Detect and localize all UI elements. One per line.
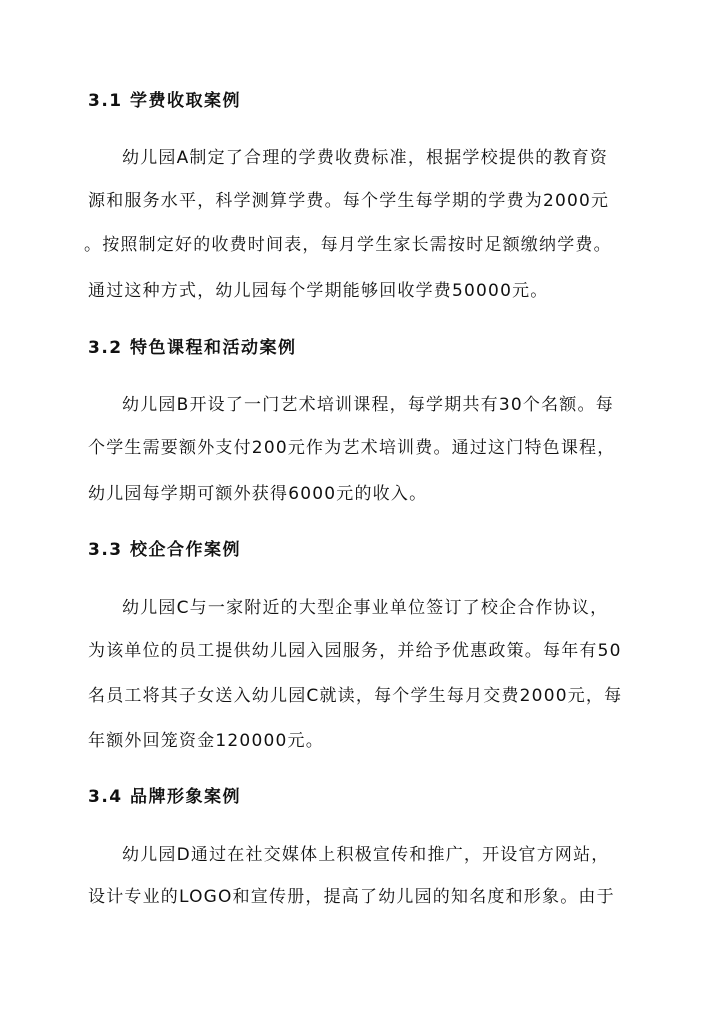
paragraph-line: 幼儿园A制定了合理的学费收费标准，根据学校提供的教育资 xyxy=(122,148,609,168)
section-heading-3-2: 3.2 特色课程和活动案例 xyxy=(88,338,297,358)
paragraph-line: 幼儿园D通过在社交媒体上积极宣传和推广，开设官方网站， xyxy=(122,845,610,865)
section-heading-3-1: 3.1 学费收取案例 xyxy=(88,91,242,111)
paragraph-line: 名员工将其子女送入幼儿园C就读，每个学生每月交费2000元，每 xyxy=(88,686,623,706)
paragraph-line: 源和服务水平，科学测算学费。每个学生每学期的学费为2000元 xyxy=(88,191,610,211)
paragraph-line: 。按照制定好的收费时间表，每月学生家长需按时足额缴纳学费。 xyxy=(84,235,612,255)
paragraph-line: 为该单位的员工提供幼儿园入园服务，并给予优惠政策。每年有50 xyxy=(88,641,622,661)
paragraph-line: 个学生需要额外支付200元作为艺术培训费。通过这门特色课程， xyxy=(88,438,616,458)
paragraph-line: 幼儿园B开设了一门艺术培训课程，每学期共有30个名额。每 xyxy=(122,395,614,415)
paragraph-line: 幼儿园每学期可额外获得6000元的收入。 xyxy=(88,484,428,504)
paragraph-line: 年额外回笼资金120000元。 xyxy=(88,731,324,751)
section-heading-3-4: 3.4 品牌形象案例 xyxy=(88,787,242,807)
paragraph-line: 设计专业的LOGO和宣传册，提高了幼儿园的知名度和形象。由于 xyxy=(88,887,615,907)
section-heading-3-3: 3.3 校企合作案例 xyxy=(88,540,242,560)
paragraph-line: 通过这种方式，幼儿园每个学期能够回收学费50000元。 xyxy=(88,281,549,301)
paragraph-line: 幼儿园C与一家附近的大型企事业单位签订了校企合作协议， xyxy=(122,598,609,618)
